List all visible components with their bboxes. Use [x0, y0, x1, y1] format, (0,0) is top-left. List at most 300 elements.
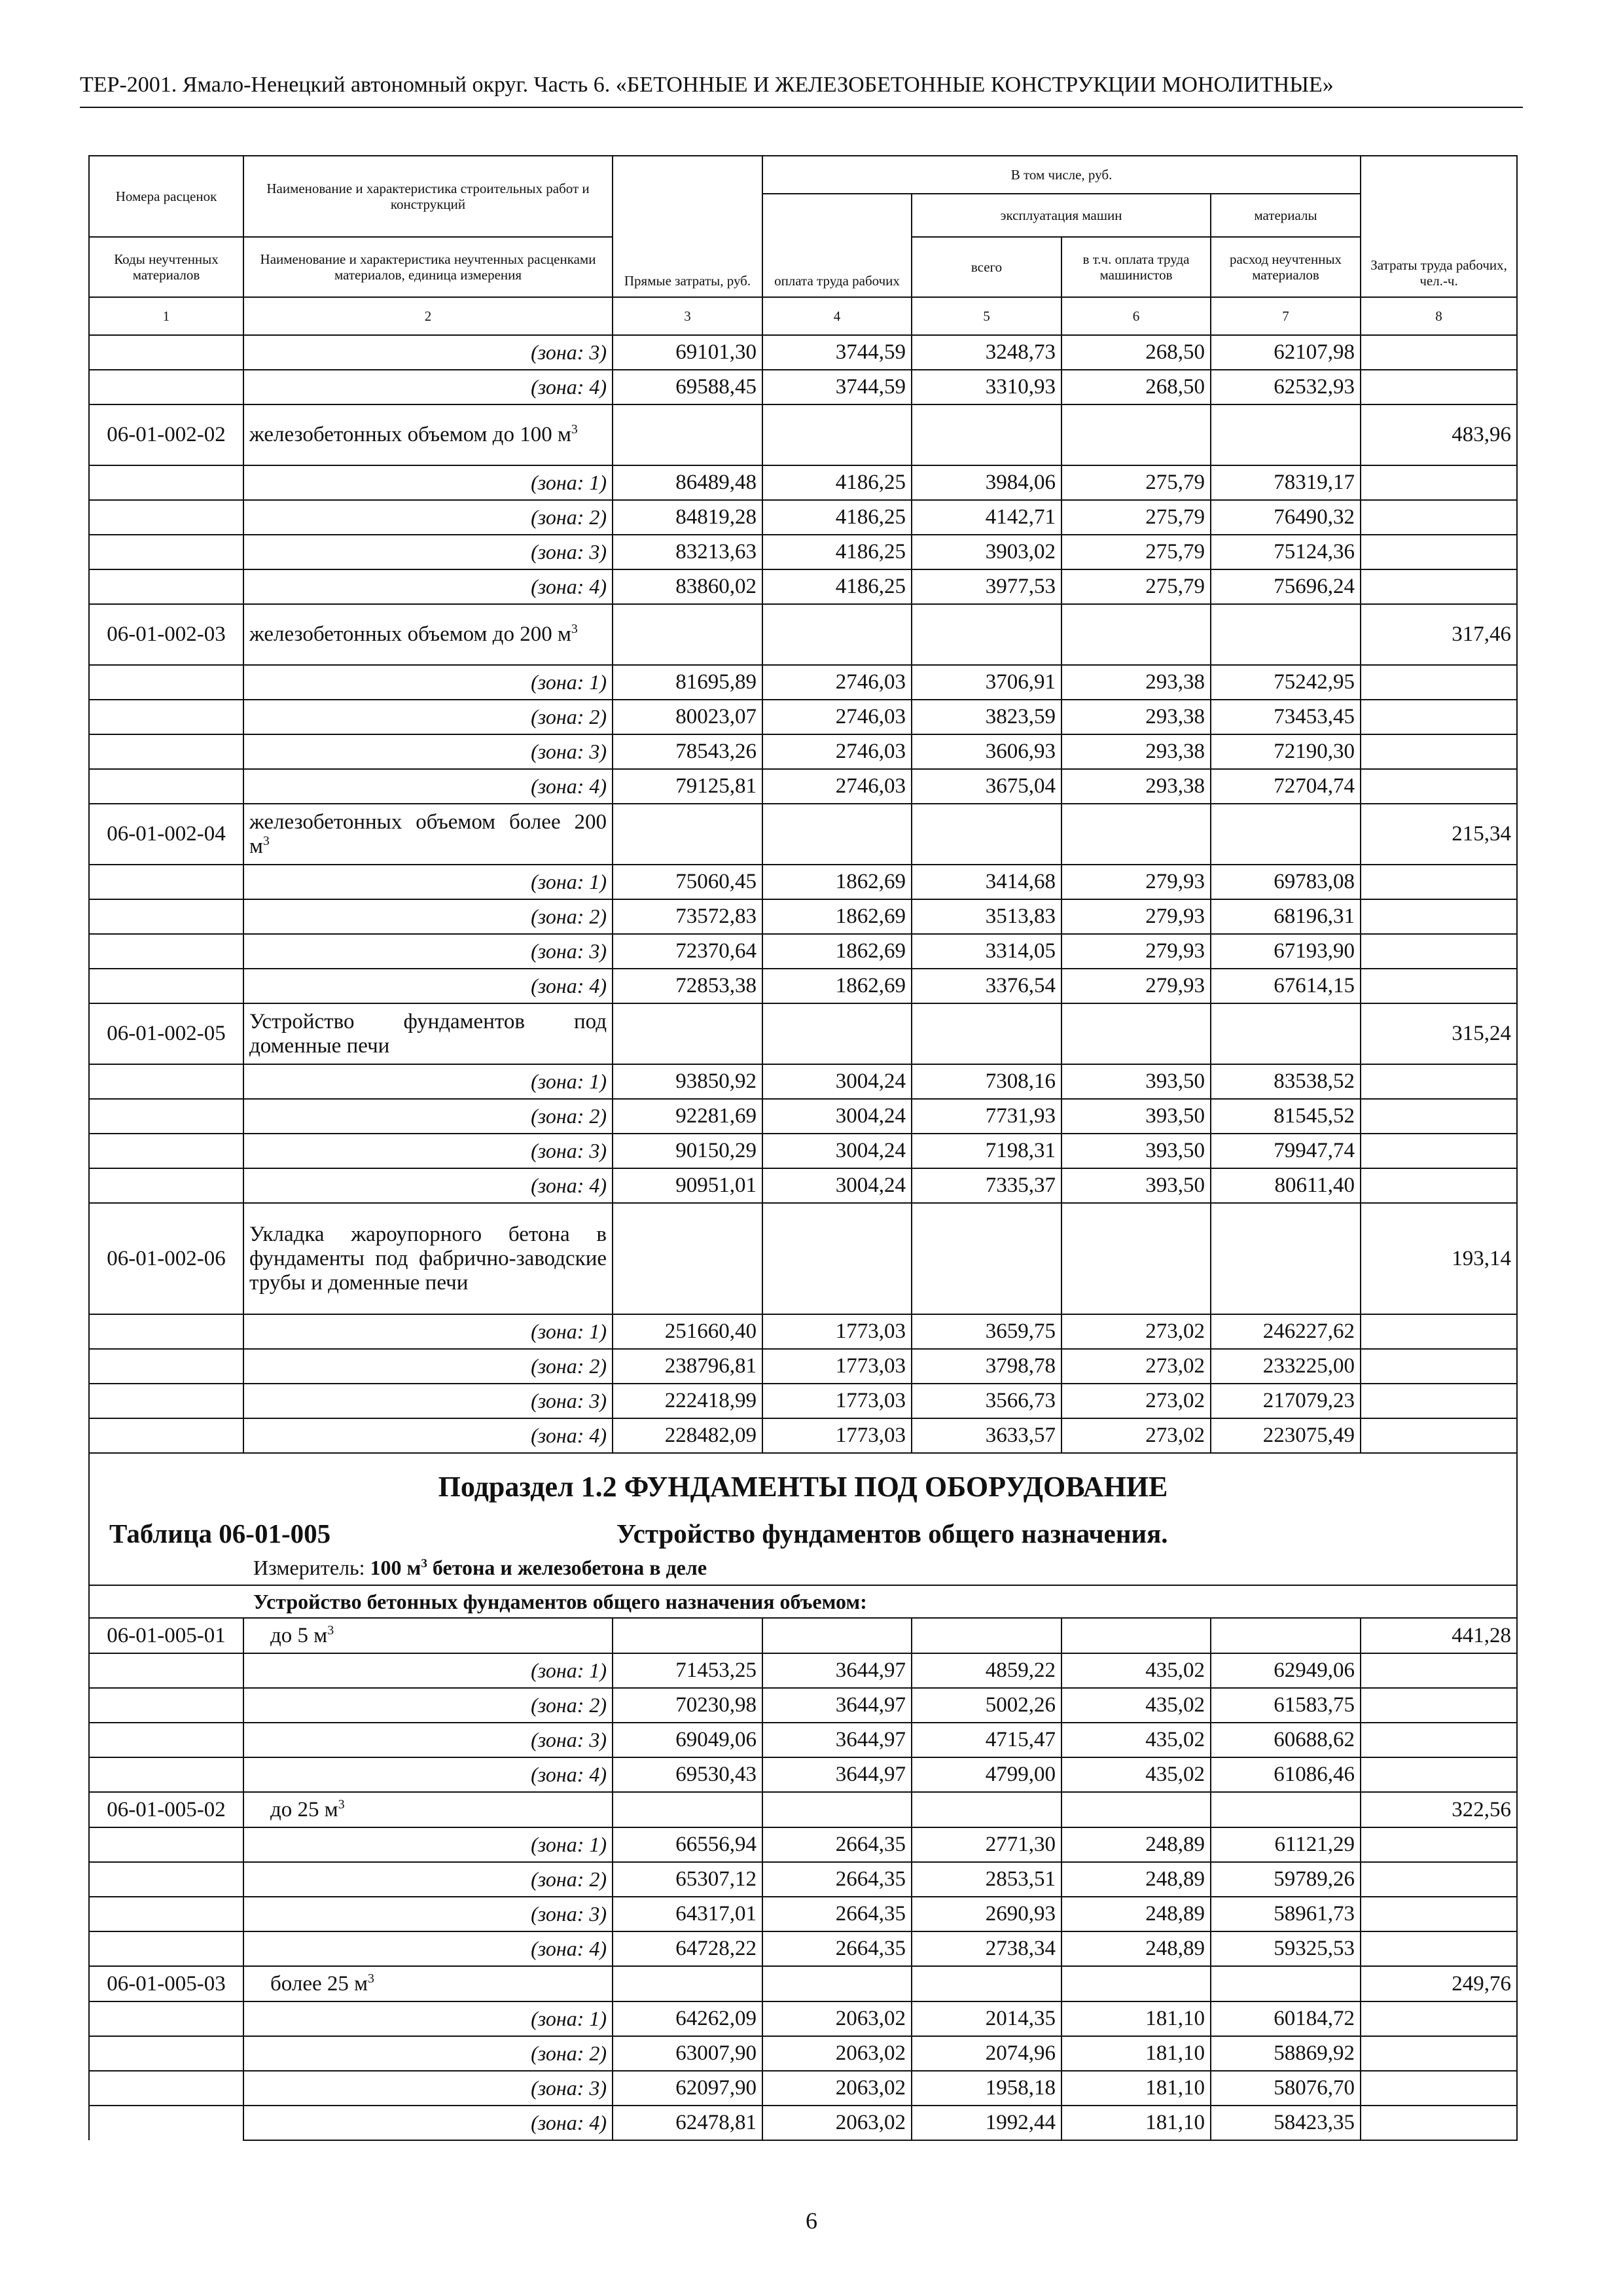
item-name-sup: 3 [338, 1797, 345, 1812]
item-row [89, 1003, 1517, 1064]
value-cell [1061, 1966, 1211, 2001]
value-cell [912, 604, 1061, 665]
labor-cell [1361, 2106, 1517, 2140]
value-cell: 223075,49 [1211, 1418, 1361, 1453]
rates-table [88, 155, 1518, 2141]
labor-value: 315,24 [1361, 1003, 1517, 1064]
value-cell [762, 1792, 912, 1827]
column-number: 8 [1361, 297, 1517, 335]
zone-label: (зона: 4) [243, 2106, 613, 2140]
code-cell [89, 465, 243, 500]
value-cell: 3414,68 [912, 865, 1061, 899]
code-cell [89, 1314, 243, 1349]
column-numbers-row [89, 297, 1517, 335]
zone-label: (зона: 1) [243, 465, 613, 500]
item-code: 06-01-002-02 [89, 404, 243, 465]
labor-cell [1361, 1134, 1517, 1168]
labor-cell [1361, 1723, 1517, 1757]
value-cell: 435,02 [1061, 1757, 1211, 1792]
zone-label: (зона: 1) [243, 2001, 613, 2036]
value-cell: 268,50 [1061, 335, 1211, 370]
labor-value: 483,96 [1361, 404, 1517, 465]
item-row [89, 404, 1517, 465]
value-cell: 68196,31 [1211, 899, 1361, 934]
value-cell: 2771,30 [912, 1827, 1061, 1862]
value-cell: 64317,01 [613, 1897, 762, 1931]
value-cell [1061, 1203, 1211, 1314]
labor-cell [1361, 1099, 1517, 1134]
item-name [243, 1792, 613, 1827]
zone-label: (зона: 3) [243, 934, 613, 969]
value-cell [1211, 604, 1361, 665]
col-materials: материалы [1211, 194, 1361, 237]
value-cell: 273,02 [1061, 1349, 1211, 1384]
code-cell [89, 335, 243, 370]
labor-cell [1361, 569, 1517, 604]
value-cell: 2014,35 [912, 2001, 1061, 2036]
value-cell: 3744,59 [762, 335, 912, 370]
value-cell [613, 1792, 762, 1827]
value-cell [762, 1003, 912, 1064]
labor-cell [1361, 1064, 1517, 1099]
code-cell [89, 370, 243, 404]
col-machines: эксплуатация машин [912, 194, 1211, 237]
value-cell: 3984,06 [912, 465, 1061, 500]
value-cell: 69530,43 [613, 1757, 762, 1792]
value-cell: 3798,78 [912, 1349, 1061, 1384]
value-cell: 64262,09 [613, 2001, 762, 2036]
value-cell: 83213,63 [613, 535, 762, 569]
code-cell [89, 769, 243, 804]
value-cell: 3823,59 [912, 700, 1061, 734]
item-row [89, 1966, 1517, 2001]
value-cell [912, 1618, 1061, 1653]
value-cell: 217079,23 [1211, 1384, 1361, 1418]
value-cell [912, 1003, 1061, 1064]
code-cell [89, 1418, 243, 1453]
col-direct: Прямые затраты, руб. [613, 156, 762, 297]
item-code: 06-01-002-06 [89, 1203, 243, 1314]
value-cell: 3644,97 [762, 1757, 912, 1792]
zone-row [89, 370, 1517, 404]
value-cell: 67193,90 [1211, 934, 1361, 969]
column-number: 5 [912, 297, 1061, 335]
code-cell [89, 969, 243, 1003]
value-cell: 69049,06 [613, 1723, 762, 1757]
item-name-text: до 25 м [270, 1797, 338, 1821]
value-cell: 248,89 [1061, 1862, 1211, 1897]
code-cell [89, 569, 243, 604]
value-cell: 3744,59 [762, 370, 912, 404]
value-cell: 279,93 [1061, 934, 1211, 969]
zone-label: (зона: 4) [243, 1757, 613, 1792]
code-cell [89, 1897, 243, 1931]
value-cell: 7198,31 [912, 1134, 1061, 1168]
value-cell [1061, 1618, 1211, 1653]
table-body [89, 156, 1517, 2140]
value-cell: 3903,02 [912, 535, 1061, 569]
zone-label: (зона: 3) [243, 734, 613, 769]
value-cell: 72853,38 [613, 969, 762, 1003]
item-row [89, 804, 1517, 865]
zone-row [89, 899, 1517, 934]
value-cell: 293,38 [1061, 700, 1211, 734]
zone-row [89, 700, 1517, 734]
value-cell: 275,79 [1061, 569, 1211, 604]
meter-tail: бетона и железобетона в деле [427, 1556, 707, 1579]
value-cell: 4186,25 [762, 465, 912, 500]
value-cell: 72704,74 [1211, 769, 1361, 804]
zone-row [89, 1064, 1517, 1099]
code-cell [89, 934, 243, 969]
item-name [243, 1618, 613, 1653]
zone-row [89, 1418, 1517, 1453]
zone-label: (зона: 4) [243, 1418, 613, 1453]
value-cell: 79125,81 [613, 769, 762, 804]
value-cell: 3248,73 [912, 335, 1061, 370]
zone-label: (зона: 2) [243, 700, 613, 734]
zone-label: (зона: 1) [243, 1827, 613, 1862]
table-name: Устройство фундаментов общего назначения. [616, 1518, 1168, 1549]
labor-cell [1361, 1862, 1517, 1897]
value-cell: 181,10 [1061, 2071, 1211, 2106]
labor-cell [1361, 370, 1517, 404]
zone-label: (зона: 1) [243, 1653, 613, 1688]
zone-row [89, 1653, 1517, 1688]
col-machinist: в т.ч. оплата труда машинистов [1061, 237, 1211, 297]
value-cell: 2746,03 [762, 734, 912, 769]
zone-label: (зона: 3) [243, 1897, 613, 1931]
value-cell: 3706,91 [912, 665, 1061, 700]
zone-label: (зона: 3) [243, 1723, 613, 1757]
value-cell: 1773,03 [762, 1349, 912, 1384]
zone-row [89, 1862, 1517, 1897]
value-cell: 58961,73 [1211, 1897, 1361, 1931]
value-cell: 72370,64 [613, 934, 762, 969]
value-cell: 75060,45 [613, 865, 762, 899]
value-cell: 2746,03 [762, 665, 912, 700]
value-cell: 2063,02 [762, 2071, 912, 2106]
zone-row [89, 2071, 1517, 2106]
labor-value: 193,14 [1361, 1203, 1517, 1314]
value-cell: 1862,69 [762, 899, 912, 934]
item-name-sup: 3 [571, 422, 578, 437]
col-unaccounted: расход неучтенных материалов [1211, 237, 1361, 297]
value-cell: 78543,26 [613, 734, 762, 769]
zone-row [89, 2001, 1517, 2036]
value-cell: 2074,96 [912, 2036, 1061, 2071]
zone-label: (зона: 2) [243, 1099, 613, 1134]
meter-value-text: 100 м [370, 1556, 421, 1579]
item-name [243, 804, 613, 865]
value-cell: 65307,12 [613, 1862, 762, 1897]
value-cell: 61583,75 [1211, 1688, 1361, 1723]
column-number: 3 [613, 297, 762, 335]
value-cell: 3004,24 [762, 1099, 912, 1134]
value-cell: 58076,70 [1211, 2071, 1361, 2106]
value-cell [1061, 804, 1211, 865]
code-cell [89, 734, 243, 769]
value-cell: 1992,44 [912, 2106, 1061, 2140]
item-name-text: Устройство фундаментов под доменные печи [249, 1009, 607, 1058]
zone-row [89, 734, 1517, 769]
zone-row [89, 934, 1517, 969]
zone-label: (зона: 4) [243, 569, 613, 604]
item-name [243, 604, 613, 665]
value-cell [762, 604, 912, 665]
value-cell: 279,93 [1061, 969, 1211, 1003]
code-cell [89, 700, 243, 734]
value-cell: 2664,35 [762, 1897, 912, 1931]
item-name-sup: 3 [368, 1971, 374, 1986]
value-cell: 181,10 [1061, 2106, 1211, 2140]
item-name [243, 404, 613, 465]
zone-label: (зона: 4) [243, 370, 613, 404]
zone-row [89, 1314, 1517, 1349]
value-cell: 3644,97 [762, 1723, 912, 1757]
value-cell: 3644,97 [762, 1688, 912, 1723]
value-cell: 67614,15 [1211, 969, 1361, 1003]
value-cell [762, 1203, 912, 1314]
value-cell: 4142,71 [912, 500, 1061, 535]
item-name-text: более 25 м [270, 1971, 368, 1996]
labor-cell [1361, 700, 1517, 734]
col-including: В том числе, руб. [762, 156, 1361, 194]
value-cell [1211, 1618, 1361, 1653]
col-name-top: Наименование и характеристика строительных работ и конструкций [243, 156, 613, 237]
zone-label: (зона: 4) [243, 1931, 613, 1966]
labor-value: 249,76 [1361, 1966, 1517, 2001]
value-cell: 2746,03 [762, 700, 912, 734]
labor-cell [1361, 665, 1517, 700]
value-cell: 228482,09 [613, 1418, 762, 1453]
item-name-text: железобетонных объемом более 200 м [249, 810, 607, 858]
value-cell [613, 1003, 762, 1064]
zone-label: (зона: 4) [243, 969, 613, 1003]
col-wages: оплата труда рабочих [762, 194, 912, 297]
value-cell: 2664,35 [762, 1862, 912, 1897]
code-cell [89, 1862, 243, 1897]
value-cell: 293,38 [1061, 734, 1211, 769]
value-cell: 7731,93 [912, 1099, 1061, 1134]
value-cell: 2853,51 [912, 1862, 1061, 1897]
col-code-top: Номера расценок [89, 156, 243, 237]
value-cell: 69783,08 [1211, 865, 1361, 899]
value-cell: 1862,69 [762, 865, 912, 899]
zone-row [89, 1168, 1517, 1203]
value-cell [1211, 1203, 1361, 1314]
item-row [89, 1203, 1517, 1314]
value-cell: 62107,98 [1211, 335, 1361, 370]
value-cell: 83538,52 [1211, 1064, 1361, 1099]
value-cell: 2746,03 [762, 769, 912, 804]
value-cell: 435,02 [1061, 1653, 1211, 1688]
group-title-row [89, 1585, 1517, 1618]
labor-cell [1361, 2036, 1517, 2071]
labor-cell [1361, 1349, 1517, 1384]
zone-row [89, 665, 1517, 700]
value-cell: 435,02 [1061, 1723, 1211, 1757]
value-cell: 63007,90 [613, 2036, 762, 2071]
value-cell: 80023,07 [613, 700, 762, 734]
zone-row [89, 2106, 1517, 2140]
item-name [243, 1203, 613, 1314]
page-number: 6 [806, 2208, 817, 2234]
item-name [243, 1003, 613, 1064]
zone-row [89, 1099, 1517, 1134]
code-cell [89, 2106, 243, 2140]
value-cell [912, 1203, 1061, 1314]
col-total: всего [912, 237, 1061, 297]
item-code: 06-01-005-03 [89, 1966, 243, 2001]
item-name-sup: 3 [262, 833, 270, 848]
labor-cell [1361, 865, 1517, 899]
value-cell: 70230,98 [613, 1688, 762, 1723]
value-cell: 1958,18 [912, 2071, 1061, 2106]
value-cell: 3004,24 [762, 1168, 912, 1203]
zone-row [89, 1827, 1517, 1862]
zone-row [89, 1134, 1517, 1168]
value-cell: 279,93 [1061, 899, 1211, 934]
zone-row [89, 865, 1517, 899]
value-cell: 78319,17 [1211, 465, 1361, 500]
zone-row [89, 1688, 1517, 1723]
column-number: 7 [1211, 297, 1361, 335]
value-cell: 275,79 [1061, 465, 1211, 500]
zone-label: (зона: 3) [243, 535, 613, 569]
labor-value: 317,46 [1361, 604, 1517, 665]
value-cell: 59325,53 [1211, 1931, 1361, 1966]
code-cell [89, 535, 243, 569]
meter-line [90, 1551, 1516, 1585]
value-cell: 72190,30 [1211, 734, 1361, 769]
zone-row [89, 569, 1517, 604]
labor-cell [1361, 535, 1517, 569]
value-cell [613, 1966, 762, 2001]
value-cell [1061, 1003, 1211, 1064]
item-row [89, 1618, 1517, 1653]
zone-label: (зона: 3) [243, 335, 613, 370]
section-row [89, 1453, 1517, 1585]
column-number: 6 [1061, 297, 1211, 335]
value-cell: 3977,53 [912, 569, 1061, 604]
zone-row [89, 769, 1517, 804]
value-cell: 75696,24 [1211, 569, 1361, 604]
value-cell: 59789,26 [1211, 1862, 1361, 1897]
value-cell: 93850,92 [613, 1064, 762, 1099]
value-cell [762, 804, 912, 865]
value-cell: 3314,05 [912, 934, 1061, 969]
zone-label: (зона: 2) [243, 500, 613, 535]
item-name-sup: 3 [327, 1623, 334, 1638]
value-cell [912, 1966, 1061, 2001]
value-cell [613, 604, 762, 665]
value-cell: 62478,81 [613, 2106, 762, 2140]
code-cell [89, 1099, 243, 1134]
value-cell: 7308,16 [912, 1064, 1061, 1099]
item-row [89, 1792, 1517, 1827]
value-cell [1211, 1966, 1361, 2001]
value-cell: 2664,35 [762, 1827, 912, 1862]
labor-cell [1361, 335, 1517, 370]
value-cell: 90951,01 [613, 1168, 762, 1203]
code-cell [89, 1653, 243, 1688]
zone-row [89, 1757, 1517, 1792]
value-cell: 3513,83 [912, 899, 1061, 934]
code-cell [89, 1349, 243, 1384]
value-cell: 75124,36 [1211, 535, 1361, 569]
zone-label: (зона: 3) [243, 2071, 613, 2106]
value-cell: 238796,81 [613, 1349, 762, 1384]
value-cell: 3310,93 [912, 370, 1061, 404]
page-header: ТЕР-2001. Ямало-Ненецкий автономный округ. Часть 6. «БЕТОННЫЕ И ЖЕЛЕЗОБЕТОННЫЕ КОНСТРУКЦИИ МОНОЛИТНЫЕ» [80, 71, 1523, 108]
value-cell: 2063,02 [762, 2106, 912, 2140]
value-cell [1211, 1792, 1361, 1827]
code-cell [89, 899, 243, 934]
value-cell: 86489,48 [613, 465, 762, 500]
labor-cell [1361, 2001, 1517, 2036]
value-cell: 80611,40 [1211, 1168, 1361, 1203]
labor-value: 441,28 [1361, 1618, 1517, 1653]
labor-cell [1361, 1653, 1517, 1688]
labor-cell [1361, 969, 1517, 1003]
zone-row [89, 1723, 1517, 1757]
zone-row [89, 335, 1517, 370]
zone-label: (зона: 1) [243, 1064, 613, 1099]
value-cell: 4186,25 [762, 500, 912, 535]
value-cell: 3004,24 [762, 1064, 912, 1099]
code-cell [89, 500, 243, 535]
zone-label: (зона: 2) [243, 2036, 613, 2071]
zone-label: (зона: 3) [243, 1134, 613, 1168]
labor-cell [1361, 1418, 1517, 1453]
value-cell [613, 804, 762, 865]
code-cell [89, 2036, 243, 2071]
value-cell [912, 404, 1061, 465]
meter-label: Измеритель: [253, 1556, 370, 1579]
code-cell [89, 1064, 243, 1099]
value-cell: 1862,69 [762, 934, 912, 969]
value-cell: 73572,83 [613, 899, 762, 934]
code-cell [89, 1688, 243, 1723]
labor-cell [1361, 1827, 1517, 1862]
value-cell: 4715,47 [912, 1723, 1061, 1757]
zone-label: (зона: 1) [243, 1314, 613, 1349]
value-cell [1061, 604, 1211, 665]
value-cell: 2690,93 [912, 1897, 1061, 1931]
item-name-text: до 5 м [270, 1623, 328, 1647]
value-cell: 273,02 [1061, 1384, 1211, 1418]
value-cell [1211, 1003, 1361, 1064]
value-cell: 275,79 [1061, 535, 1211, 569]
labor-cell [1361, 1168, 1517, 1203]
zone-label: (зона: 2) [243, 1349, 613, 1384]
value-cell: 81545,52 [1211, 1099, 1361, 1134]
value-cell: 2738,34 [912, 1931, 1061, 1966]
value-cell: 393,50 [1061, 1134, 1211, 1168]
value-cell [613, 1618, 762, 1653]
zone-label: (зона: 2) [243, 1862, 613, 1897]
value-cell: 3566,73 [912, 1384, 1061, 1418]
value-cell: 69588,45 [613, 370, 762, 404]
zone-label: (зона: 2) [243, 1688, 613, 1723]
zone-row [89, 1897, 1517, 1931]
labor-cell [1361, 1314, 1517, 1349]
section-block [89, 1453, 1517, 1585]
value-cell: 4859,22 [912, 1653, 1061, 1688]
column-number: 2 [243, 297, 613, 335]
table-title-line [90, 1513, 1516, 1551]
